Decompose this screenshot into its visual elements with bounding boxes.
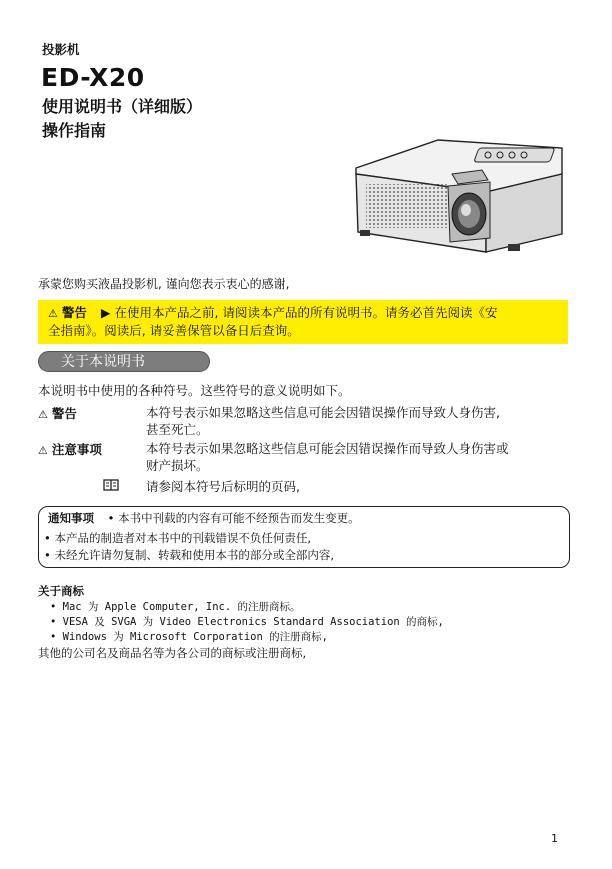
symbol-caution-label: 注意事项 (51, 442, 102, 457)
symbol-warning-text-2: 甚至死亡。 (146, 422, 209, 437)
symbol-caution-text-2: 财产损坏。 (146, 458, 209, 473)
trademark-item-3: • Windows 为 Microsoft Corporation 的注册商标, (50, 631, 328, 643)
symbol-warning-desc (146, 404, 500, 438)
manual-title: 使用说明书（详细版） (42, 97, 203, 116)
section-description: 本说明书中使用的各种符号。这些符号的意义说明如下。 (38, 383, 351, 398)
warning-text-1: 在使用本产品之前, 请阅读本产品的所有说明书。请务必首先阅读《安 (114, 305, 498, 320)
category-label: 投影机 (42, 42, 80, 57)
warning-line-1 (48, 304, 497, 323)
trademark-item-2: • VESA 及 SVGA 为 Video Electronics Standard Association 的商标, (50, 616, 444, 628)
page-number: 1 (551, 832, 558, 845)
trademark-heading: 关于商标 (38, 584, 84, 598)
warning-triangle-icon: ⚠ (48, 307, 58, 320)
symbol-warning-label-wrap (38, 404, 77, 422)
warning-triangle-icon: ⚠ (38, 408, 48, 421)
sub-title: 操作指南 (42, 121, 107, 140)
section-title: 关于本说明书 (38, 351, 210, 372)
model-title: ED-X20 (41, 63, 145, 92)
symbol-caution-label-wrap (38, 440, 102, 458)
warning-box (38, 300, 568, 344)
symbol-warning-text-1: 本符号表示如果忽略这些信息可能会因错误操作而导致人身伤害, (146, 405, 500, 420)
warning-label: 警告 (61, 305, 87, 320)
intro-text: 承蒙您购买液晶投影机, 谨向您表示衷心的感谢, (38, 277, 290, 291)
symbol-caution-desc (146, 440, 509, 474)
notice-row-1 (48, 510, 360, 526)
warning-text-2: 全指南》。阅读后, 请妥善保管以备日后查询。 (48, 323, 300, 338)
symbol-caution-text-1: 本符号表示如果忽略这些信息可能会因错误操作而导致人身伤害或 (146, 441, 509, 456)
trademark-footer: 其他的公司名及商品名等为各公司的商标或注册商标, (38, 646, 307, 660)
play-arrow-icon: ▶ (100, 305, 111, 320)
warning-triangle-icon: ⚠ (38, 444, 48, 457)
notice-item-1: • 本书中刊载的内容有可能不经预告而发生变更。 (107, 511, 360, 525)
trademark-item-1: • Mac 为 Apple Computer, Inc. 的注册商标。 (50, 601, 301, 613)
notice-item-3: • 未经允许请勿复制、转载和使用本书的部分或全部内容, (44, 548, 335, 562)
symbol-book-desc: 请参阅本符号后标明的页码, (146, 479, 300, 494)
projector-illustration (348, 134, 574, 262)
notice-label: 通知事项 (48, 511, 94, 525)
symbol-warning-label: 警告 (51, 406, 77, 421)
notice-item-2: • 本产品的制造者对本书中的刊载错误不负任何责任, (44, 531, 312, 545)
book-icon (103, 479, 119, 491)
